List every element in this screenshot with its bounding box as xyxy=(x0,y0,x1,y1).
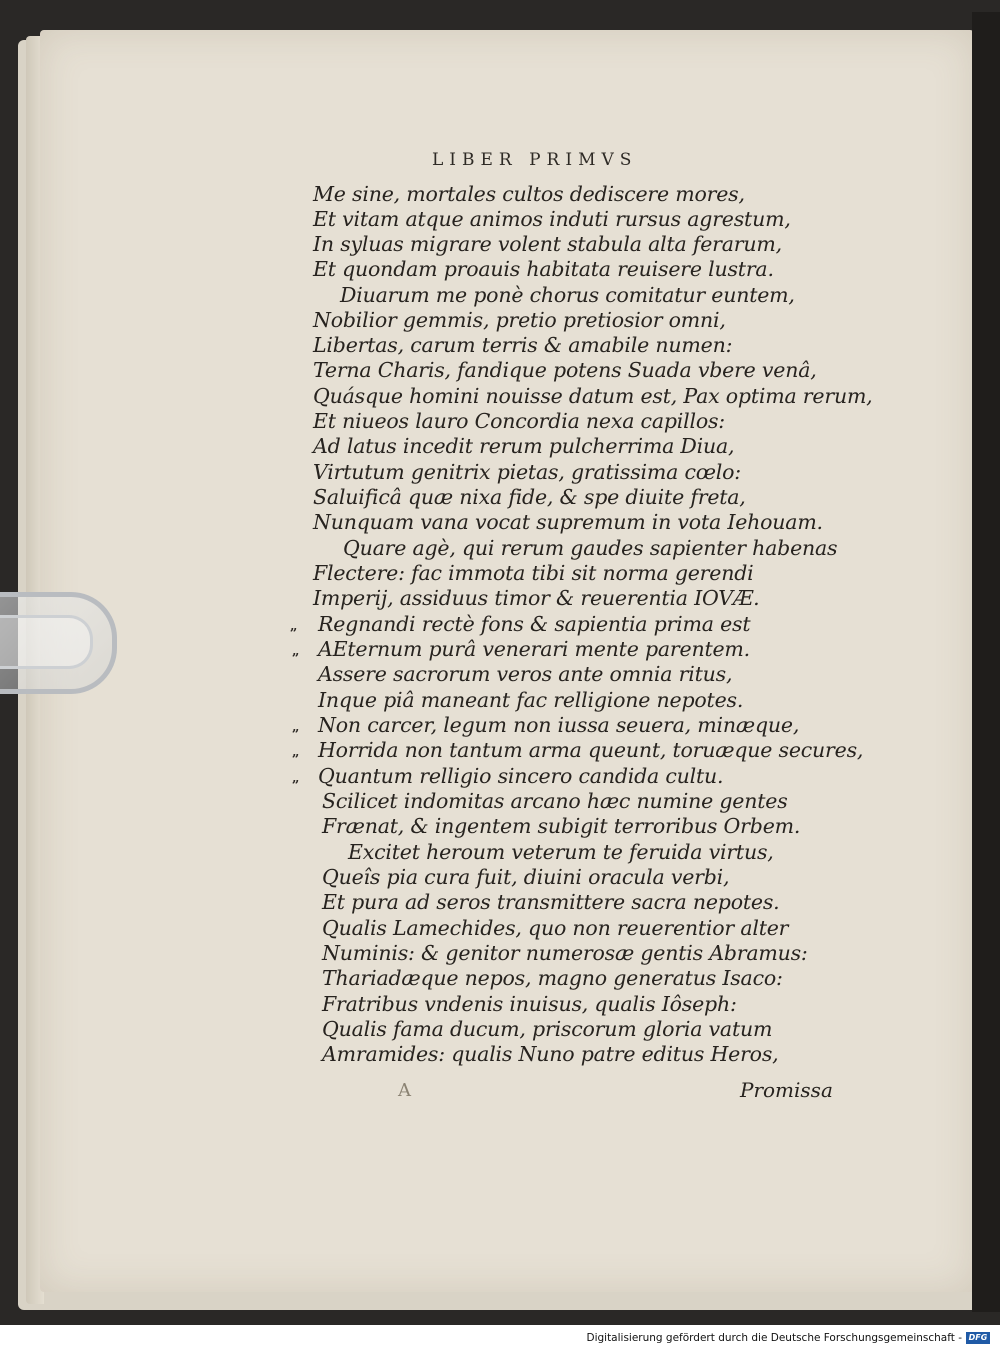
catchword: Promissa xyxy=(740,1078,833,1102)
poem-line: Thariadæque nepos, magno generatus Isaco: xyxy=(322,966,783,990)
poem-line: Saluificâ quæ nixa fide, & spe diuite freta, xyxy=(313,485,746,509)
quote-marker: „ xyxy=(292,720,299,735)
poem-line: Queîs pia cura fuit, diuini oracula verbi, xyxy=(322,865,730,889)
poem-line: Me sine, mortales cultos dediscere mores, xyxy=(313,182,745,206)
poem-line: Amramides: qualis Nuno patre editus Heros, xyxy=(322,1042,779,1066)
dfg-logo: DFG xyxy=(966,1332,990,1344)
poem-line: Flectere: fac immota tibi sit norma gerendi xyxy=(313,561,754,585)
poem-line: Et quondam proauis habitata reuisere lustra. xyxy=(313,257,774,281)
quote-marker: „ xyxy=(292,644,299,659)
poem-line: Inque piâ maneant fac relligione nepotes. xyxy=(318,688,744,712)
poem-line: Nunquam vana vocat supremum in vota Iehouam. xyxy=(313,510,823,534)
poem-line: AEternum purâ venerari mente parentem. xyxy=(318,637,750,661)
poem-line: Virtutum genitrix pietas, gratissima cœlo: xyxy=(313,460,742,484)
poem-line: Numinis: & genitor numerosæ gentis Abramus: xyxy=(322,941,808,965)
poem-line: Regnandi rectè fons & sapientia prima est xyxy=(318,612,751,636)
poem-line: Horrida non tantum arma queunt, toruæque secures, xyxy=(318,738,864,762)
poem-line: Nobilior gemmis, pretio pretiosior omni, xyxy=(313,308,726,332)
poem-line: Diuarum me ponè chorus comitatur euntem, xyxy=(340,283,795,307)
poem-line: Non carcer, legum non iussa seuera, minæque, xyxy=(318,713,800,737)
poem-line: Quásque homini nouisse datum est, Pax optima rerum, xyxy=(313,384,873,408)
poem-line: In syluas migrare volent stabula alta ferarum, xyxy=(313,232,782,256)
poem-line: Fratribus vndenis inuisus, qualis Iôseph: xyxy=(322,992,737,1016)
poem-line: Excitet heroum veterum te feruida virtus, xyxy=(348,840,774,864)
poem-line: Quare agè, qui rerum gaudes sapienter habenas xyxy=(343,536,838,560)
poem-line: Qualis Lamechides, quo non reuerentior alter xyxy=(322,916,789,940)
poem-line: Et vitam atque animos induti rursus agrestum, xyxy=(313,207,791,231)
quote-marker: „ xyxy=(292,745,299,760)
running-header: LIBER PRIMVS xyxy=(432,150,638,170)
poem-line: Quantum relligio sincero candida cultu. xyxy=(318,764,724,788)
funding-footer xyxy=(586,1331,990,1345)
quote-marker: „ xyxy=(290,619,297,634)
quote-marker: „ xyxy=(292,771,299,786)
signature-mark: A xyxy=(398,1080,411,1101)
poem-line: Et niueos lauro Concordia nexa capillos: xyxy=(313,409,725,433)
poem-line: Imperij, assiduus timor & reuerentia IOVÆ. xyxy=(313,586,760,610)
poem-line: Libertas, carum terris & amabile numen: xyxy=(313,333,733,357)
poem-line: Terna Charis, fandique potens Suada vbere venâ, xyxy=(313,358,817,382)
poem-line: Qualis fama ducum, priscorum gloria vatum xyxy=(322,1017,773,1041)
poem-line: Scilicet indomitas arcano hæc numine gentes xyxy=(322,789,788,813)
poem-line: Assere sacrorum veros ante omnia ritus, xyxy=(318,662,733,686)
poem-line: Frænat, & ingentem subigit terroribus Orbem. xyxy=(322,814,801,838)
poem-line: Ad latus incedit rerum pulcherrima Diua, xyxy=(313,434,735,458)
poem-text xyxy=(0,182,1000,1072)
poem-line: Et pura ad seros transmittere sacra nepotes. xyxy=(322,890,780,914)
footer-text: Digitalisierung gefördert durch die Deutsche Forschungsgemeinschaft - xyxy=(586,1332,962,1344)
